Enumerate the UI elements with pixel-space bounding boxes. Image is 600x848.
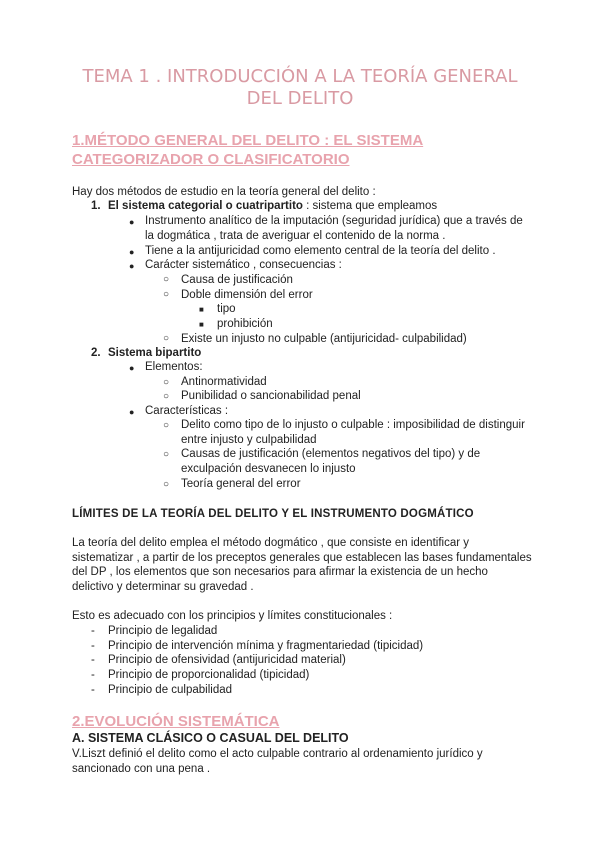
limits-paragraph: La teoría del delito emplea el método dogmático , que consiste en identificar y sistematizar , a partir de los preceptos generales que establecen las bases fundamentales del DP , los elementos que son necesarios para afirmar la existencia de un hecho delictivo y determinar su gravedad .: [72, 537, 532, 593]
item1-bullet3: Carácter sistemático , consecuencias :: [145, 259, 342, 271]
bullet-circle-icon: ○: [163, 479, 170, 490]
item1-sub3: Existe un injusto no culpable (antijuricidad- culpabilidad): [181, 333, 467, 345]
bullet-circle-icon: ○: [163, 391, 170, 402]
bullet-square-icon: ■: [199, 305, 204, 314]
item1-sub2: Doble dimensión del error: [181, 289, 313, 301]
item1-subsub1: tipo: [217, 303, 236, 315]
bullet-disc-icon: ●: [129, 217, 135, 227]
item1-subsub2: prohibición: [217, 318, 273, 330]
section2-paragraph: V.Liszt definió el delito como el acto culpable contrario al ordenamiento jurídico y sancionado con una pena .: [72, 748, 483, 775]
bullet-disc-icon: ●: [129, 363, 135, 373]
dash-marker: -: [91, 625, 95, 637]
limits-item: Principio de ofensividad (antijuricidad material): [108, 654, 346, 666]
bullet-circle-icon: ○: [163, 289, 170, 300]
dash-marker: -: [91, 669, 95, 681]
section2-subheading: A. SISTEMA CLÁSICO O CASUAL DEL DELITO: [72, 731, 349, 745]
item1-bullet2: Tiene a la antijuricidad como elemento central de la teoría del delito .: [145, 245, 496, 257]
item2-bullet2: Características :: [145, 405, 229, 417]
section1-heading: 1.MÉTODO GENERAL DEL DELITO : EL SISTEMA CATEGORIZADOR O CLASIFICATORIO: [72, 132, 424, 168]
dash-marker: -: [91, 640, 95, 652]
bullet-circle-icon: ○: [163, 274, 170, 285]
item2-b2sub1: Delito como tipo de lo injusto o culpable : imposibilidad de distinguir entre injusto y culpabilidad: [181, 419, 525, 446]
limits-heading: LÍMITES DE LA TEORÍA DEL DELITO Y EL INSTRUMENTO DOGMÁTICO: [72, 508, 474, 520]
item2-label: Sistema bipartito: [108, 347, 202, 359]
bullet-circle-icon: ○: [163, 333, 170, 344]
item2-b2sub2: Causas de justificación (elementos negativos del tipo) y de exculpación desvanecen lo injusto: [181, 448, 481, 475]
item1-suffix: : sistema que empleamos: [302, 200, 438, 212]
limits-item: Principio de intervención mínima y fragmentariedad (tipicidad): [108, 640, 424, 652]
item2-b2sub3: Teoría general del error: [181, 478, 301, 490]
item2-b1sub1: Antinormatividad: [181, 376, 267, 388]
section1-intro: Hay dos métodos de estudio en la teoría general del delito :: [72, 186, 376, 198]
item1-number: 1.: [91, 200, 101, 212]
limits-intro: Esto es adecuado con los principios y límites constitucionales :: [72, 610, 393, 622]
bullet-circle-icon: ○: [163, 449, 170, 460]
item2-b1sub2: Punibilidad o sancionabilidad penal: [181, 390, 361, 402]
item2-number: 2.: [91, 347, 101, 359]
bullet-circle-icon: ○: [163, 377, 170, 388]
item1-bullet1: Instrumento analítico de la imputación (seguridad jurídica) que a través de la dogmática , trata de averiguar el contenido de la norma .: [145, 215, 523, 242]
item1-label: El sistema categorial o cuatripartito: [108, 200, 303, 212]
limits-item: Principio de culpabilidad: [108, 684, 233, 696]
item2-bullet1: Elementos:: [145, 361, 203, 373]
item1-line: [108, 199, 437, 214]
bullet-disc-icon: ●: [129, 261, 135, 271]
section2-heading: 2.EVOLUCIÓN SISTEMÁTICA: [72, 713, 280, 730]
limits-item: Principio de proporcionalidad (tipicidad): [108, 669, 310, 681]
dash-marker: -: [91, 684, 95, 696]
page-title: TEMA 1 . INTRODUCCIÓN A LA TEORÍA GENERAL DEL DELITO: [82, 66, 518, 109]
bullet-disc-icon: ●: [129, 247, 135, 257]
bullet-disc-icon: ●: [129, 407, 135, 417]
bullet-circle-icon: ○: [163, 420, 170, 431]
item1-sub1: Causa de justificación: [181, 274, 293, 286]
bullet-square-icon: ■: [199, 320, 204, 329]
limits-item: Principio de legalidad: [108, 625, 218, 637]
dash-marker: -: [91, 654, 95, 666]
